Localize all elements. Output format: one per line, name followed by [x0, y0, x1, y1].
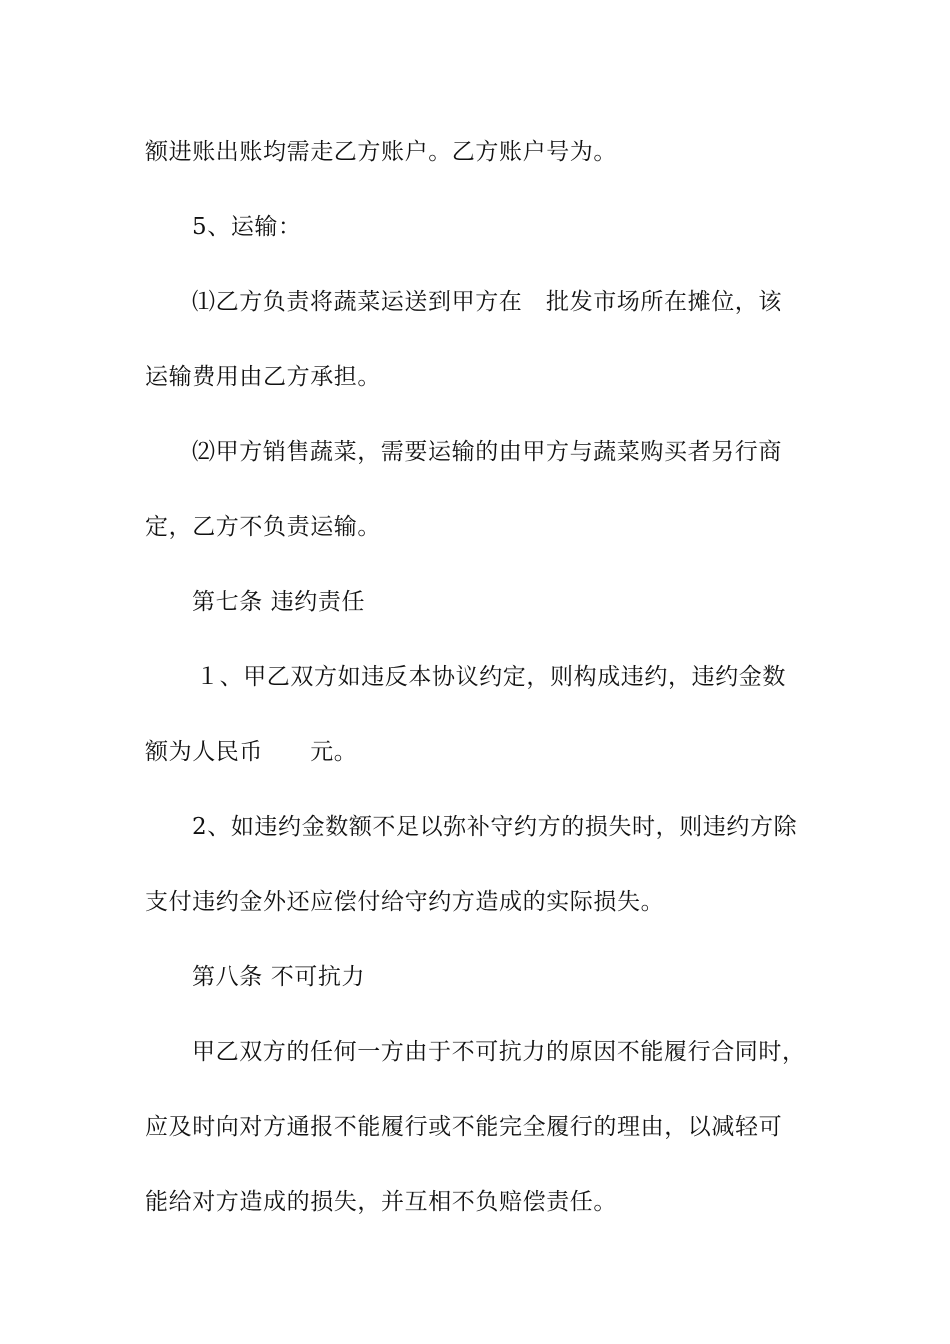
paragraph-line: 额进账出账均需走乙方账户。乙方账户号为。 — [145, 139, 617, 165]
paragraph-line: 额为人民币 元。 — [145, 739, 358, 765]
paragraph-line: 运输费用由乙方承担。 — [145, 364, 381, 390]
paragraph-line: ⑵甲方销售蔬菜，需要运输的由甲方与蔬菜购买者另行商 — [192, 439, 782, 465]
paragraph-line: １、甲乙双方如违反本协议约定，则构成违约，违约金数 — [196, 664, 786, 690]
paragraph-line: 甲乙双方的任何一方由于不可抗力的原因不能履行合同时， — [192, 1039, 806, 1065]
paragraph-line: 应及时向对方通报不能履行或不能完全履行的理由，以减轻可 — [145, 1114, 783, 1140]
paragraph-line: 2、如违约金数额不足以弥补守约方的损失时，则违约方除 — [192, 814, 798, 840]
article-heading-breach: 第七条 违约责任 — [192, 589, 366, 615]
paragraph-line: 定，乙方不负责运输。 — [145, 514, 381, 540]
paragraph-line: 支付违约金外还应偿付给守约方造成的实际损失。 — [145, 889, 665, 915]
article-heading-force-majeure: 第八条 不可抗力 — [192, 964, 366, 990]
section-heading-transport: 5、运输： — [192, 214, 302, 240]
paragraph-line: 能给对方造成的损失，并互相不负赔偿责任。 — [145, 1189, 617, 1215]
paragraph-line: ⑴乙方负责将蔬菜运送到甲方在 批发市场所在摊位，该 — [192, 289, 782, 315]
